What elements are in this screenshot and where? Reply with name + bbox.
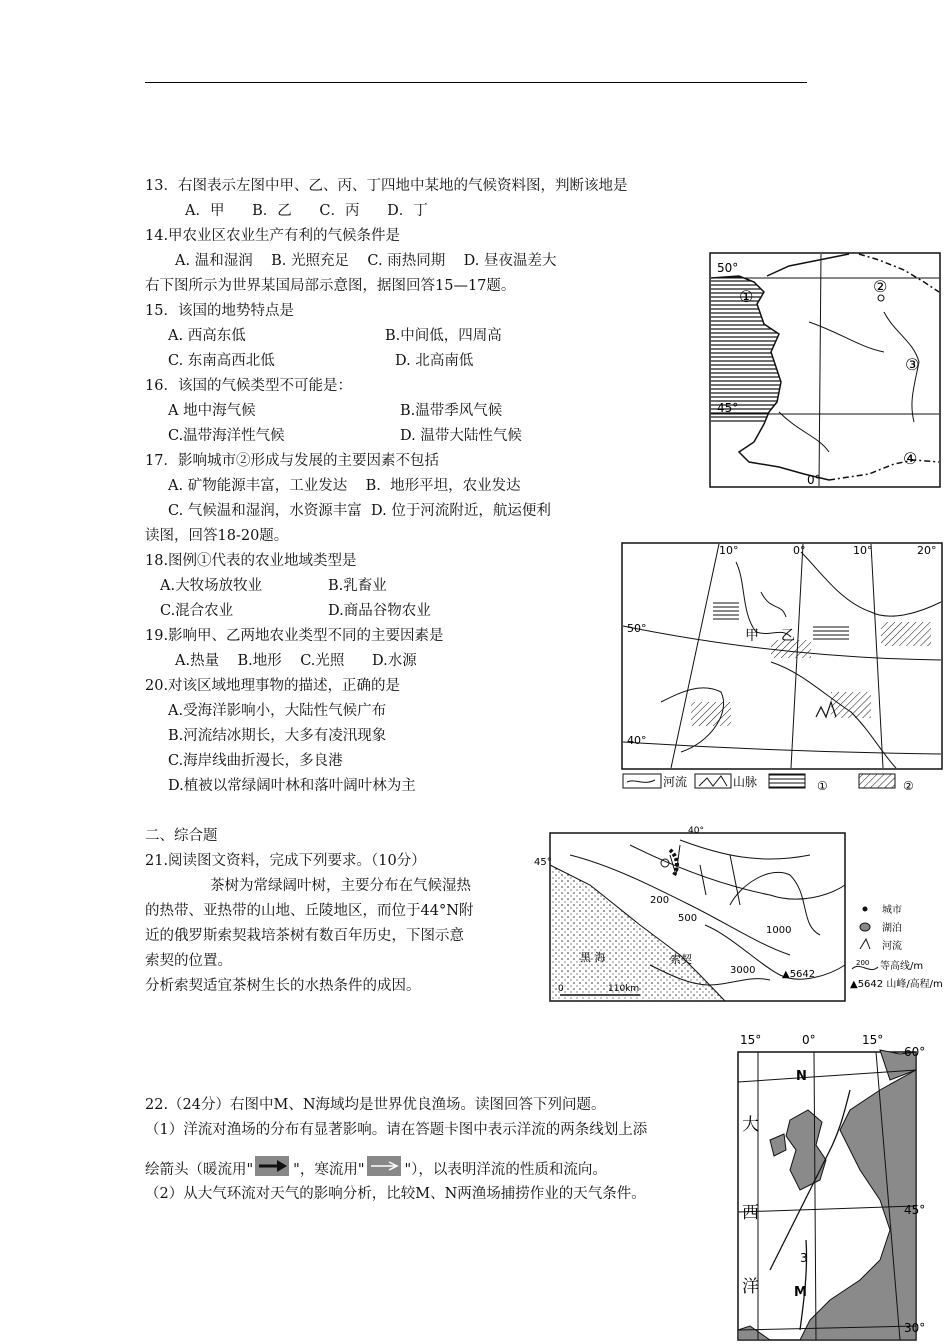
q21-stem: 21.阅读图文资料，完成下列要求。（10分） xyxy=(145,853,426,869)
q18-stem: 18.图例①代表的农业地域类型是 xyxy=(145,553,357,569)
scale-label: 110km xyxy=(608,984,640,994)
ocean-char-2: 西 xyxy=(742,1203,759,1223)
q18-option-a: A.大牧场放牧业 xyxy=(160,578,263,594)
marker-2: ② xyxy=(873,277,888,296)
q21-question: 分析索契适宜茶树生长的水热条件的成因。 xyxy=(145,978,421,994)
q13-options: A．甲 B．乙 C．丙 D．丁 xyxy=(185,203,428,219)
lat-60-label: 60° xyxy=(904,1045,926,1059)
lon-40-label: 40° xyxy=(688,826,704,836)
legend-contour: 等高线/m xyxy=(880,961,924,972)
q20-stem: 20.对该区域地理事物的描述，正确的是 xyxy=(145,678,401,694)
q16-stem: 16．该国的气候类型不可能是： xyxy=(145,378,352,394)
q21-text-3: 近的俄罗斯索契栽培茶树有数百年历史，下图示意 xyxy=(145,928,464,944)
intro-18-20: 读图，回答18-20题。 xyxy=(145,528,289,544)
lon-0-label: 0° xyxy=(807,473,821,487)
contour-1000: 1000 xyxy=(766,925,792,936)
label-yi: 乙 xyxy=(781,628,795,644)
black-sea-label: 黑 海 xyxy=(580,951,606,964)
contour-500: 500 xyxy=(678,913,698,924)
warm-current-symbol xyxy=(255,1156,289,1176)
q22-part1-line1: （1）洋流对渔场的分布有显著影响。请在答题卡图中表示洋流的两条线划上添 xyxy=(145,1122,648,1138)
lat-50-label: 50° xyxy=(717,261,739,275)
q16-option-a: A 地中海气候 xyxy=(168,403,256,419)
intro-15-17: 右下图所示为世界某国局部示意图，据图回答15—17题。 xyxy=(145,278,516,294)
q14-options: A. 温和湿润 B. 光照充足 C. 雨热同期 D. 昼夜温差大 xyxy=(175,253,557,269)
q13-stem: 13．右图表示左图中甲、乙、丙、丁四地中某地的气候资料图，判断该地是 xyxy=(145,178,628,194)
q17-stem: 17．影响城市②形成与发展的主要因素不包括 xyxy=(145,453,439,469)
legend-2: ② xyxy=(903,779,914,792)
europe-agri-map xyxy=(621,542,943,792)
ocean-char-3: 洋 xyxy=(742,1277,759,1297)
page-number: 3 xyxy=(800,1251,808,1265)
legend-1: ① xyxy=(817,779,828,792)
sochi-label: 索契 xyxy=(670,953,692,966)
q16-option-c: C.温带海洋性气候 xyxy=(168,428,285,444)
q20-option-d: D.植被以常绿阔叶林和落叶阔叶林为主 xyxy=(168,778,416,794)
lat-50-label: 50° xyxy=(627,622,647,635)
q22-part2: （2）从大气环流对天气的影响分析，比较M、N两渔场捕捞作业的天气条件。 xyxy=(145,1186,646,1202)
q17-options-cd: C. 气候温和湿润，水资源丰富 D. 位于河流附近，航运便利 xyxy=(168,503,551,519)
section-title: 二、综合题 xyxy=(145,828,218,844)
q22-part1-line2: 绘箭头（暖流用" "，寒流用" "），以表明洋流的性质和流向。 xyxy=(145,1160,607,1179)
legend-peak: ▲5642 山峰/高程/m xyxy=(850,979,943,990)
lat-45-label: 45° xyxy=(534,857,552,868)
q15-option-b: B.中间低，四周高 xyxy=(385,328,502,344)
q20-option-c: C.海岸线曲折漫长，多良港 xyxy=(168,753,343,769)
q18-option-d: D.商品谷物农业 xyxy=(328,603,431,619)
cold-current-symbol xyxy=(367,1156,401,1176)
lon-10e-label: 10° xyxy=(853,544,873,557)
lat-45-label: 45° xyxy=(904,1203,926,1217)
peak-label: ▲5642 xyxy=(782,969,816,980)
q15-option-d: D. 北高南低 xyxy=(395,353,474,369)
q20-option-a: A.受海洋影响小，大陆性气候广布 xyxy=(168,703,387,719)
lon-15e-label: 15° xyxy=(862,1033,884,1047)
lon-0-label: 0° xyxy=(793,544,806,557)
france-map xyxy=(709,252,941,488)
atlantic-fishery-map xyxy=(730,1030,948,1342)
legend-contour-value: 200 xyxy=(856,959,870,967)
sochi-map xyxy=(530,825,948,1007)
contour-3000: 3000 xyxy=(730,965,756,976)
label-N: N xyxy=(796,1069,807,1084)
legend-river: 河流 xyxy=(882,941,902,952)
q21-text-1: 茶树为常绿阔叶树，主要分布在气候湿热 xyxy=(210,878,471,894)
q21-text-4: 索契的位置。 xyxy=(145,953,232,969)
lat-30-label: 30° xyxy=(904,1321,926,1335)
q14-stem: 14.甲农业区农业生产有利的气候条件是 xyxy=(145,228,401,244)
legend-river: 河流 xyxy=(663,775,688,789)
q15-option-c: C. 东南高西北低 xyxy=(168,353,275,369)
marker-1: ① xyxy=(739,287,754,306)
ocean-char-1: 大 xyxy=(742,1115,759,1135)
q15-option-a: A. 西高东低 xyxy=(168,328,246,344)
legend-lake: 湖泊 xyxy=(882,923,902,934)
legend-mountain: 山脉 xyxy=(733,775,758,789)
q18-option-c: C.混合农业 xyxy=(160,603,234,619)
lon-15w-label: 15° xyxy=(740,1033,762,1047)
q19-options: A.热量 B.地形 C.光照 D.水源 xyxy=(175,653,417,669)
lon-20e-label: 20° xyxy=(917,544,937,557)
q16-option-b: B.温带季风气候 xyxy=(400,403,503,419)
q19-stem: 19.影响甲、乙两地农业类型不同的主要因素是 xyxy=(145,628,444,644)
lat-45-label: 45° xyxy=(717,401,739,415)
label-M: M xyxy=(794,1285,807,1300)
q15-stem: 15．该国的地势特点是 xyxy=(145,303,294,319)
contour-200: 200 xyxy=(650,895,670,906)
marker-4: ④ xyxy=(903,449,918,468)
lat-40-label: 40° xyxy=(627,734,647,747)
lon-0-label: 0° xyxy=(802,1033,816,1047)
q18-option-b: B.乳畜业 xyxy=(328,578,387,594)
marker-3: ③ xyxy=(905,355,920,374)
q17-options-ab: A. 矿物能源丰富，工业发达 B. 地形平坦，农业发达 xyxy=(168,478,521,494)
legend-city: 城市 xyxy=(882,905,902,916)
q20-option-b: B.河流结冰期长，大多有凌汛现象 xyxy=(168,728,387,744)
scale-zero: 0 xyxy=(558,984,564,994)
q22-stem: 22.（24分）右图中M、N海域均是世界优良渔场。读图回答下列问题。 xyxy=(145,1097,606,1113)
lon-10w-label: 10° xyxy=(719,544,739,557)
q21-text-2: 的热带、亚热带的山地、丘陵地区，而位于44°N附 xyxy=(145,903,474,919)
q16-option-d: D. 温带大陆性气候 xyxy=(400,428,522,444)
label-jia: 甲 xyxy=(745,628,759,644)
header-rule xyxy=(145,82,807,83)
